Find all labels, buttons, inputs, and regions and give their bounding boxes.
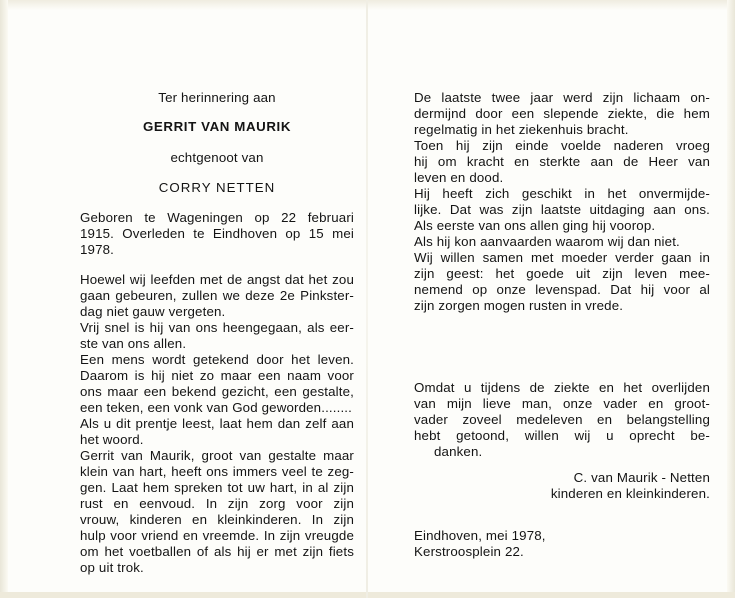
text-line: Daarom is hij niet zo maar een naam voor [80, 368, 354, 383]
deceased-name: GERRIT VAN MAURIK [142, 119, 292, 134]
text-line: het woord. [80, 432, 144, 447]
card-right-edge [727, 0, 735, 598]
text-line: gen. Laat hem spreken tot uw hart, in al zijn [80, 480, 354, 495]
dates-line: 1978. [80, 242, 115, 257]
text-line: Vrij snel is hij van ons heengegaan, als eer- [80, 320, 354, 335]
thanks-line: danken. [434, 444, 483, 459]
text-line: dag niet gauw vergeten. [80, 304, 226, 319]
place-date: Eindhoven, mei 1978, [414, 528, 546, 543]
text-line: vrouw, kinderen en kleinkinderen. In zijn [80, 512, 354, 527]
text-line: om het voetballen of als hij er met zijn fiets [80, 544, 354, 559]
spouse-name: CORRY NETTEN [158, 180, 276, 195]
dates-line: Geboren te Wageningen op 22 februari [80, 210, 354, 225]
card-fold [366, 0, 368, 598]
text-line: leven en dood. [414, 170, 504, 185]
text-line: klein van hart, heeft ons immers veel te zeg- [80, 464, 354, 479]
signature-name: C. van Maurik - Netten [573, 470, 710, 485]
text-line: lijke. Dat was zijn laatste uitdaging aan ons. [414, 202, 710, 217]
thanks-line: vader zoveel medeleven en belangstelling [414, 412, 710, 427]
signature-family: kinderen en kleinkinderen. [550, 486, 710, 501]
text-line: ste van ons allen. [80, 336, 187, 351]
text-line: gaan gebeuren, zullen we deze 2e Pinkster- [80, 288, 354, 303]
text-line: Wij willen samen met moeder verder gaan in [414, 250, 710, 265]
relation-text: echtgenoot van [170, 150, 264, 165]
text-line: hij om kracht en sterkte aan de Heer van [414, 154, 710, 169]
text-line: zijn zorgen mogen rusten in vrede. [414, 298, 624, 313]
card-left-edge [0, 0, 8, 598]
thanks-line: van mijn lieve man, onze vader en groot- [414, 396, 710, 411]
text-line: een teken, een vonk van God geworden........ [80, 400, 352, 415]
text-line: Een mens wordt getekend door het leven. [80, 352, 354, 367]
text-line: Als u dit prentje leest, laat hem dan zelf aan [80, 416, 354, 431]
text-line: nemend op onze levenspad. Dat hij voor al [414, 282, 710, 297]
text-line: Hoewel wij leefden met de angst dat het zou [80, 272, 354, 287]
text-line: regelmatig in het ziekenhuis bracht. [414, 122, 629, 137]
text-line: Als eerste van ons allen ging hij voorop. [414, 218, 656, 233]
text-line: zijn geest: het goede uit zijn leven mee- [414, 266, 710, 281]
text-line: hulp voor vriend en vreemde. In zijn vreugde [80, 528, 354, 543]
address: Kerstroosplein 22. [414, 544, 524, 559]
dates-line: 1915. Overleden te Eindhoven op 15 mei [80, 226, 354, 241]
thanks-line: hebt getoond, willen wij u oprecht be- [414, 428, 710, 443]
text-line: ons maar een bekend gezicht, een gestalte, [80, 384, 354, 399]
intro-text: Ter herinnering aan [158, 90, 276, 105]
text-line: Als hij kon aanvaarden waarom wij dan niet. [414, 234, 680, 249]
thanks-line: Omdat u tijdens de ziekte en het overlijden [414, 380, 710, 395]
text-line: Toen hij zijn einde voelde naderen vroeg [414, 138, 710, 153]
text-line: rust en eenvoud. In zijn zorg voor zijn [80, 496, 354, 511]
text-line: op uit trok. [80, 560, 144, 575]
text-line: De laatste twee jaar werd zijn lichaam on- [414, 90, 710, 105]
text-line: Hij heeft zich geschikt in het onvermijde- [414, 186, 710, 201]
text-line: dermijnd door een slepende ziekte, die hem [414, 106, 710, 121]
text-line: Gerrit van Maurik, groot van gestalte maar [80, 448, 354, 463]
